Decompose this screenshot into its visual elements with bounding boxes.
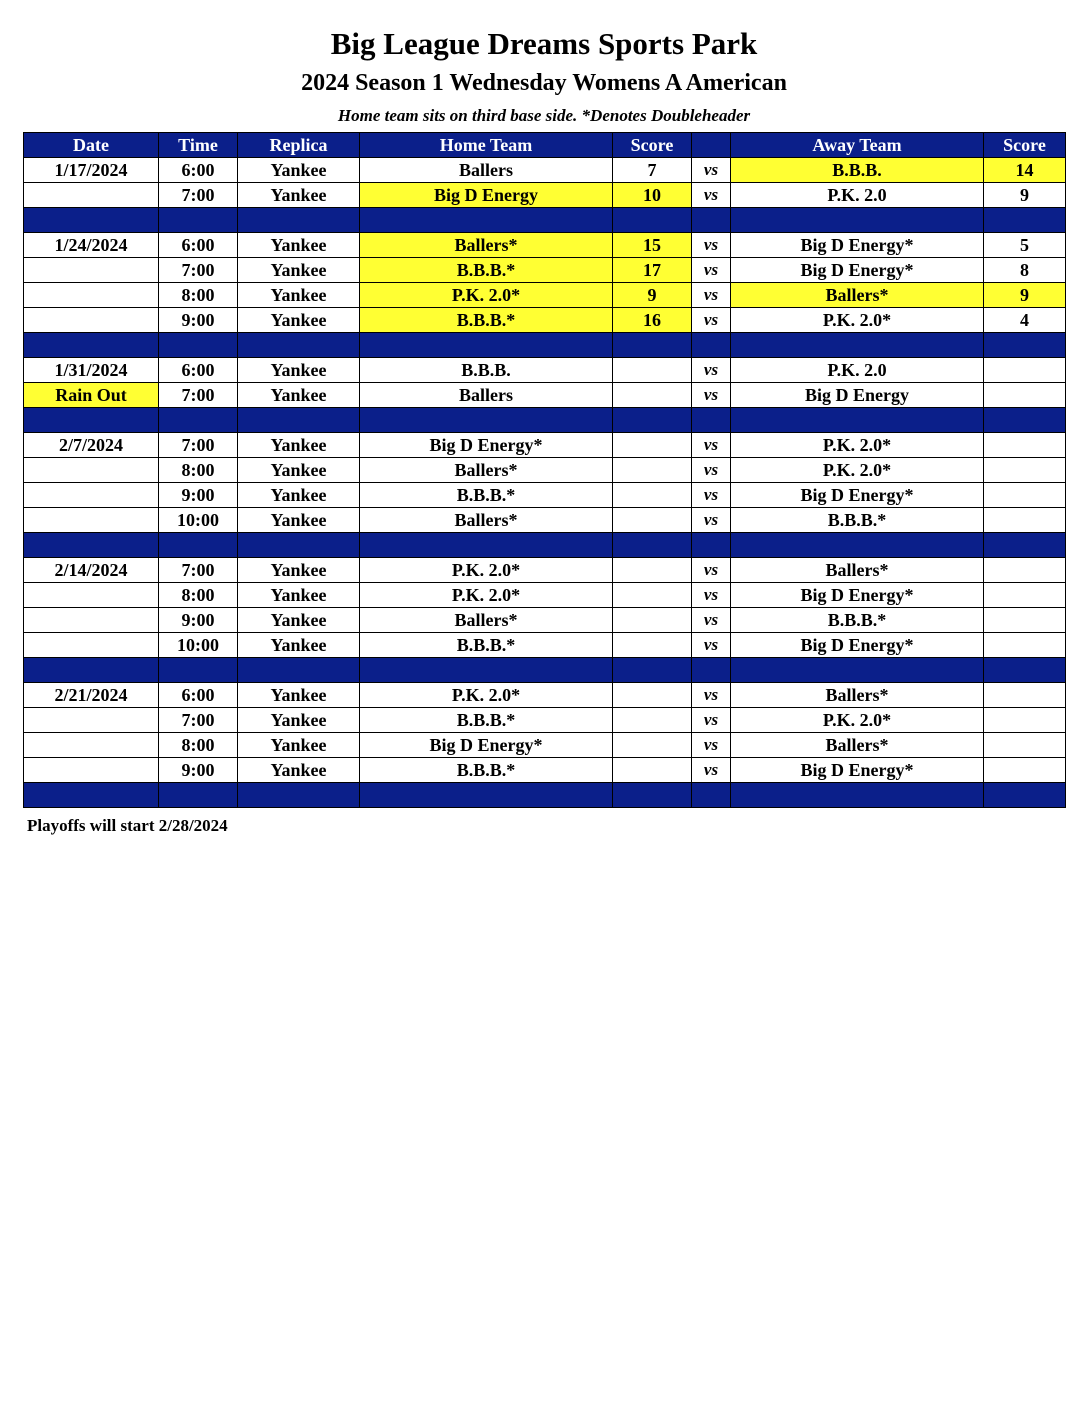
- replica-cell: Yankee: [238, 233, 360, 258]
- separator-cell: [613, 333, 692, 358]
- away-team-cell: P.K. 2.0: [731, 358, 984, 383]
- vs-cell: vs: [692, 483, 731, 508]
- date-cell: [24, 283, 159, 308]
- time-cell: 7:00: [159, 258, 238, 283]
- time-cell: 9:00: [159, 483, 238, 508]
- separator-cell: [613, 783, 692, 808]
- home-score-cell: 7: [613, 158, 692, 183]
- vs-cell: vs: [692, 733, 731, 758]
- vs-cell: vs: [692, 758, 731, 783]
- separator-cell: [984, 408, 1066, 433]
- separator-cell: [692, 208, 731, 233]
- vs-cell: vs: [692, 383, 731, 408]
- separator-cell: [692, 783, 731, 808]
- replica-cell: Yankee: [238, 508, 360, 533]
- replica-cell: Yankee: [238, 308, 360, 333]
- playoffs-note: Playoffs will start 2/28/2024: [27, 816, 228, 835]
- replica-cell: Yankee: [238, 758, 360, 783]
- away-score-cell: [984, 458, 1066, 483]
- replica-cell: Yankee: [238, 183, 360, 208]
- vs-cell: vs: [692, 683, 731, 708]
- column-header-home-team: Home Team: [360, 133, 613, 158]
- column-header-away-team: Away Team: [731, 133, 984, 158]
- table-row: [24, 633, 1066, 658]
- away-score-cell: [984, 508, 1066, 533]
- separator-cell: [159, 333, 238, 358]
- table-row: [24, 308, 1066, 333]
- table-row: [24, 758, 1066, 783]
- home-team-cell: Ballers*: [360, 508, 613, 533]
- separator-row: [24, 533, 1066, 558]
- away-score-cell: 9: [984, 183, 1066, 208]
- separator-cell: [613, 658, 692, 683]
- replica-cell: Yankee: [238, 558, 360, 583]
- separator-cell: [731, 208, 984, 233]
- column-header-vs: [692, 133, 731, 158]
- vs-cell: vs: [692, 558, 731, 583]
- separator-cell: [238, 333, 360, 358]
- time-cell: 7:00: [159, 558, 238, 583]
- separator-cell: [360, 408, 613, 433]
- table-row: [24, 708, 1066, 733]
- home-score-cell: [613, 383, 692, 408]
- home-score-cell: 17: [613, 258, 692, 283]
- home-team-cell: B.B.B.*: [360, 308, 613, 333]
- away-score-cell: 5: [984, 233, 1066, 258]
- away-score-cell: [984, 708, 1066, 733]
- table-row: [24, 483, 1066, 508]
- date-cell: Rain Out: [24, 383, 159, 408]
- away-team-cell: Big D Energy*: [731, 583, 984, 608]
- away-team-cell: Big D Energy*: [731, 233, 984, 258]
- away-score-cell: [984, 583, 1066, 608]
- home-score-cell: [613, 558, 692, 583]
- away-score-cell: [984, 558, 1066, 583]
- separator-row: [24, 783, 1066, 808]
- separator-cell: [731, 658, 984, 683]
- vs-cell: vs: [692, 433, 731, 458]
- home-score-cell: 16: [613, 308, 692, 333]
- home-score-cell: [613, 358, 692, 383]
- away-score-cell: [984, 433, 1066, 458]
- away-team-cell: P.K. 2.0*: [731, 458, 984, 483]
- home-team-cell: B.B.B.*: [360, 758, 613, 783]
- home-team-cell: Big D Energy*: [360, 733, 613, 758]
- table-row: [24, 258, 1066, 283]
- home-team-cell: Big D Energy*: [360, 433, 613, 458]
- replica-cell: Yankee: [238, 158, 360, 183]
- separator-cell: [238, 408, 360, 433]
- separator-cell: [692, 408, 731, 433]
- separator-cell: [613, 408, 692, 433]
- home-score-cell: [613, 733, 692, 758]
- date-cell: [24, 183, 159, 208]
- time-cell: 10:00: [159, 508, 238, 533]
- separator-cell: [984, 533, 1066, 558]
- date-cell: 1/24/2024: [24, 233, 159, 258]
- separator-cell: [159, 658, 238, 683]
- separator-cell: [24, 408, 159, 433]
- date-cell: [24, 508, 159, 533]
- away-team-cell: P.K. 2.0*: [731, 708, 984, 733]
- away-team-cell: Ballers*: [731, 283, 984, 308]
- table-row: [24, 558, 1066, 583]
- separator-cell: [731, 533, 984, 558]
- away-score-cell: [984, 608, 1066, 633]
- away-team-cell: P.K. 2.0*: [731, 433, 984, 458]
- away-score-cell: [984, 483, 1066, 508]
- column-header-home-score: Score: [613, 133, 692, 158]
- column-header-away-score: Score: [984, 133, 1066, 158]
- time-cell: 9:00: [159, 608, 238, 633]
- home-team-cell: Big D Energy: [360, 183, 613, 208]
- table-row: [24, 158, 1066, 183]
- home-score-cell: [613, 458, 692, 483]
- away-team-cell: Ballers*: [731, 733, 984, 758]
- separator-cell: [159, 783, 238, 808]
- home-team-cell: Ballers: [360, 158, 613, 183]
- column-header-replica: Replica: [238, 133, 360, 158]
- away-score-cell: 9: [984, 283, 1066, 308]
- separator-cell: [692, 658, 731, 683]
- home-team-cell: Ballers: [360, 383, 613, 408]
- away-team-cell: Ballers*: [731, 683, 984, 708]
- date-cell: [24, 633, 159, 658]
- page-subtitle: 2024 Season 1 Wednesday Womens A American: [301, 70, 787, 96]
- time-cell: 9:00: [159, 758, 238, 783]
- separator-cell: [238, 208, 360, 233]
- separator-cell: [24, 658, 159, 683]
- away-score-cell: [984, 633, 1066, 658]
- separator-row: [24, 208, 1066, 233]
- vs-cell: vs: [692, 708, 731, 733]
- vs-cell: vs: [692, 608, 731, 633]
- away-team-cell: P.K. 2.0*: [731, 308, 984, 333]
- home-team-cell: B.B.B.*: [360, 633, 613, 658]
- away-team-cell: Big D Energy*: [731, 758, 984, 783]
- separator-cell: [360, 658, 613, 683]
- table-row: [24, 358, 1066, 383]
- time-cell: 8:00: [159, 458, 238, 483]
- table-row: [24, 683, 1066, 708]
- separator-cell: [238, 533, 360, 558]
- time-cell: 6:00: [159, 683, 238, 708]
- home-score-cell: [613, 683, 692, 708]
- separator-cell: [731, 783, 984, 808]
- vs-cell: vs: [692, 183, 731, 208]
- replica-cell: Yankee: [238, 483, 360, 508]
- date-cell: [24, 458, 159, 483]
- time-cell: 8:00: [159, 733, 238, 758]
- separator-cell: [360, 783, 613, 808]
- away-team-cell: Big D Energy: [731, 383, 984, 408]
- time-cell: 7:00: [159, 708, 238, 733]
- home-team-cell: B.B.B.*: [360, 483, 613, 508]
- separator-cell: [238, 658, 360, 683]
- away-team-cell: Big D Energy*: [731, 483, 984, 508]
- separator-row: [24, 333, 1066, 358]
- home-score-cell: [613, 483, 692, 508]
- separator-cell: [159, 208, 238, 233]
- home-score-cell: [613, 608, 692, 633]
- away-score-cell: 4: [984, 308, 1066, 333]
- time-cell: 8:00: [159, 583, 238, 608]
- separator-row: [24, 408, 1066, 433]
- date-cell: [24, 733, 159, 758]
- replica-cell: Yankee: [238, 358, 360, 383]
- vs-cell: vs: [692, 458, 731, 483]
- away-score-cell: [984, 733, 1066, 758]
- vs-cell: vs: [692, 308, 731, 333]
- vs-cell: vs: [692, 158, 731, 183]
- home-team-cell: Ballers*: [360, 608, 613, 633]
- separator-cell: [24, 783, 159, 808]
- separator-cell: [731, 333, 984, 358]
- vs-cell: vs: [692, 233, 731, 258]
- column-header-date: Date: [24, 133, 159, 158]
- replica-cell: Yankee: [238, 733, 360, 758]
- date-cell: [24, 708, 159, 733]
- separator-cell: [984, 333, 1066, 358]
- vs-cell: vs: [692, 358, 731, 383]
- date-cell: [24, 308, 159, 333]
- separator-row: [24, 658, 1066, 683]
- table-row: [24, 608, 1066, 633]
- home-score-cell: [613, 758, 692, 783]
- separator-cell: [24, 333, 159, 358]
- away-team-cell: P.K. 2.0: [731, 183, 984, 208]
- home-score-cell: [613, 508, 692, 533]
- schedule-table: [23, 132, 1066, 808]
- table-row: [24, 733, 1066, 758]
- home-score-cell: [613, 583, 692, 608]
- vs-cell: vs: [692, 283, 731, 308]
- date-cell: [24, 608, 159, 633]
- replica-cell: Yankee: [238, 683, 360, 708]
- replica-cell: Yankee: [238, 283, 360, 308]
- date-cell: 2/7/2024: [24, 433, 159, 458]
- replica-cell: Yankee: [238, 633, 360, 658]
- schedule-body: [24, 158, 1066, 808]
- time-cell: 7:00: [159, 383, 238, 408]
- replica-cell: Yankee: [238, 583, 360, 608]
- table-row: [24, 383, 1066, 408]
- home-score-cell: [613, 633, 692, 658]
- home-team-cell: Ballers*: [360, 233, 613, 258]
- date-cell: [24, 258, 159, 283]
- table-row: [24, 233, 1066, 258]
- separator-cell: [613, 533, 692, 558]
- header-row: [24, 133, 1066, 158]
- replica-cell: Yankee: [238, 708, 360, 733]
- home-score-cell: 10: [613, 183, 692, 208]
- time-cell: 10:00: [159, 633, 238, 658]
- home-score-cell: 9: [613, 283, 692, 308]
- away-team-cell: B.B.B.*: [731, 508, 984, 533]
- home-team-cell: B.B.B.*: [360, 258, 613, 283]
- separator-cell: [24, 533, 159, 558]
- separator-cell: [360, 533, 613, 558]
- replica-cell: Yankee: [238, 608, 360, 633]
- schedule-note: Home team sits on third base side. *Denotes Doubleheader: [337, 106, 751, 125]
- separator-cell: [360, 333, 613, 358]
- replica-cell: Yankee: [238, 258, 360, 283]
- away-score-cell: [984, 383, 1066, 408]
- page-title: Big League Dreams Sports Park: [330, 26, 758, 61]
- table-row: [24, 433, 1066, 458]
- home-team-cell: P.K. 2.0*: [360, 283, 613, 308]
- home-score-cell: [613, 708, 692, 733]
- vs-cell: vs: [692, 508, 731, 533]
- home-team-cell: P.K. 2.0*: [360, 558, 613, 583]
- column-header-time: Time: [159, 133, 238, 158]
- separator-cell: [613, 208, 692, 233]
- home-team-cell: B.B.B.: [360, 358, 613, 383]
- home-score-cell: [613, 433, 692, 458]
- replica-cell: Yankee: [238, 383, 360, 408]
- time-cell: 6:00: [159, 358, 238, 383]
- date-cell: 1/17/2024: [24, 158, 159, 183]
- date-cell: 1/31/2024: [24, 358, 159, 383]
- separator-cell: [692, 333, 731, 358]
- date-cell: 2/14/2024: [24, 558, 159, 583]
- table-row: [24, 183, 1066, 208]
- home-team-cell: P.K. 2.0*: [360, 683, 613, 708]
- separator-cell: [24, 208, 159, 233]
- separator-cell: [692, 533, 731, 558]
- time-cell: 7:00: [159, 183, 238, 208]
- away-score-cell: 14: [984, 158, 1066, 183]
- date-cell: [24, 758, 159, 783]
- separator-cell: [360, 208, 613, 233]
- table-row: [24, 283, 1066, 308]
- away-team-cell: B.B.B.: [731, 158, 984, 183]
- date-cell: [24, 583, 159, 608]
- separator-cell: [159, 533, 238, 558]
- away-team-cell: B.B.B.*: [731, 608, 984, 633]
- time-cell: 9:00: [159, 308, 238, 333]
- home-score-cell: 15: [613, 233, 692, 258]
- table-row: [24, 508, 1066, 533]
- vs-cell: vs: [692, 633, 731, 658]
- time-cell: 8:00: [159, 283, 238, 308]
- away-score-cell: [984, 683, 1066, 708]
- separator-cell: [984, 658, 1066, 683]
- date-cell: 2/21/2024: [24, 683, 159, 708]
- table-row: [24, 583, 1066, 608]
- replica-cell: Yankee: [238, 458, 360, 483]
- away-score-cell: [984, 758, 1066, 783]
- time-cell: 7:00: [159, 433, 238, 458]
- separator-cell: [238, 783, 360, 808]
- home-team-cell: P.K. 2.0*: [360, 583, 613, 608]
- separator-cell: [984, 208, 1066, 233]
- away-score-cell: [984, 358, 1066, 383]
- home-team-cell: B.B.B.*: [360, 708, 613, 733]
- away-team-cell: Ballers*: [731, 558, 984, 583]
- time-cell: 6:00: [159, 233, 238, 258]
- time-cell: 6:00: [159, 158, 238, 183]
- table-row: [24, 458, 1066, 483]
- vs-cell: vs: [692, 583, 731, 608]
- away-team-cell: Big D Energy*: [731, 633, 984, 658]
- home-team-cell: Ballers*: [360, 458, 613, 483]
- separator-cell: [984, 783, 1066, 808]
- date-cell: [24, 483, 159, 508]
- away-team-cell: Big D Energy*: [731, 258, 984, 283]
- separator-cell: [159, 408, 238, 433]
- separator-cell: [731, 408, 984, 433]
- replica-cell: Yankee: [238, 433, 360, 458]
- vs-cell: vs: [692, 258, 731, 283]
- away-score-cell: 8: [984, 258, 1066, 283]
